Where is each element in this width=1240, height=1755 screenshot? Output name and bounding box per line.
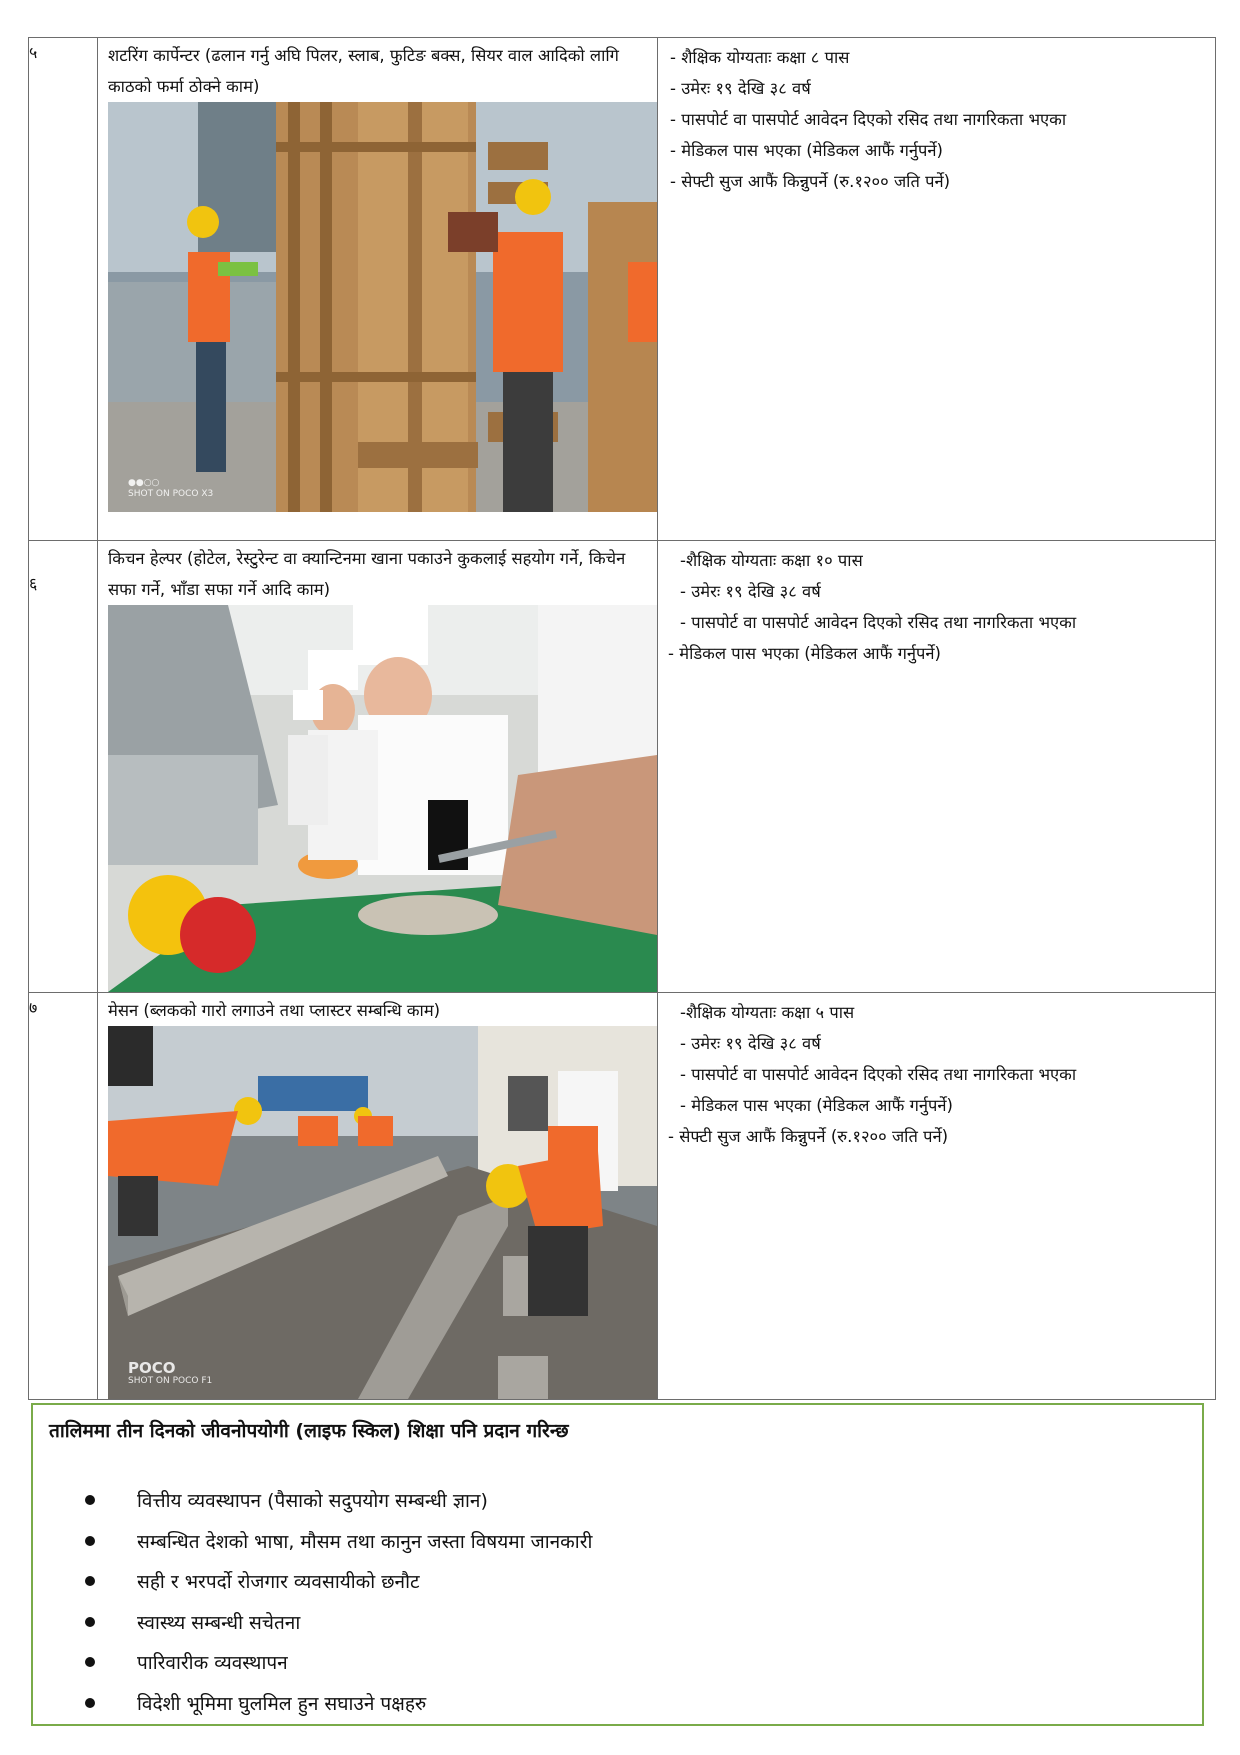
requirement-item: - सेफ्टी सुज आफैं किन्नुपर्ने (रु.१२०० जति पर्ने) xyxy=(670,172,951,191)
list-item: सही र भरपर्दो रोजगार व्यवसायीको छनौट xyxy=(85,1562,592,1603)
job-title: मेसन (ब्लकको गारो लगाउने तथा प्लास्टर सम्बन्धि काम) xyxy=(108,1001,441,1020)
requirement-item: - सेफ्टी सुज आफैं किन्नुपर्ने (रु.१२०० जति पर्ने) xyxy=(668,1127,949,1146)
bullet-icon xyxy=(85,1495,95,1505)
list-item: पारिवारीक व्यवस्थापन xyxy=(85,1643,592,1684)
requirement-item: - पासपोर्ट वा पासपोर्ट आवेदन दिएको रसिद तथा नागरिकता भएका xyxy=(680,1065,1077,1084)
life-skills-list xyxy=(85,1481,592,1725)
list-item: वित्तीय व्यवस्थापन (पैसाको सदुपयोग सम्बन्धी ज्ञान) xyxy=(85,1481,592,1522)
requirements-cell xyxy=(658,541,1216,993)
requirement-item: - उमेरः १९ देखि ३८ वर्ष xyxy=(680,582,821,601)
bullet-icon xyxy=(85,1617,95,1627)
requirement-item: - पासपोर्ट वा पासपोर्ट आवेदन दिएको रसिद तथा नागरिकता भएका xyxy=(680,613,1077,632)
requirement-item: -शैक्षिक योग्यताः कक्षा १० पास xyxy=(680,551,863,570)
requirement-item: -शैक्षिक योग्यताः कक्षा ५ पास xyxy=(680,1003,855,1022)
shuttering-carpenter-photo xyxy=(108,102,657,512)
life-skills-box xyxy=(31,1403,1204,1726)
requirement-item: - उमेरः १९ देखि ३८ वर्ष xyxy=(680,1034,821,1053)
row-number: ६ xyxy=(29,541,98,993)
life-skills-heading: तालिममा तीन दिनको जीवनोपयोगी (लाइफ स्किल) शिक्षा पनि प्रदान गरिन्छ xyxy=(49,1420,569,1442)
job-requirements-table xyxy=(28,37,1216,1400)
bullet-icon xyxy=(85,1657,95,1667)
requirement-item: - मेडिकल पास भएका (मेडिकल आफैं गर्नुपर्ने) xyxy=(680,1096,953,1115)
list-item: स्वास्थ्य सम्बन्धी सचेतना xyxy=(85,1603,592,1644)
bullet-icon xyxy=(85,1536,95,1546)
requirement-item: - मेडिकल पास भएका (मेडिकल आफैं गर्नुपर्ने) xyxy=(668,644,941,663)
list-item: सम्बन्धित देशको भाषा, मौसम तथा कानुन जस्ता विषयमा जानकारी xyxy=(85,1522,592,1563)
job-title: शटरिंग कार्पेन्टर (ढलान गर्नु अघि पिलर, स्लाब, फुटिङ बक्स, सियर वाल आदिको लागि काठको फर्मा ठोक्ने काम) xyxy=(108,46,619,96)
job-cell xyxy=(98,993,658,1400)
table-row xyxy=(29,38,1216,541)
requirements-list xyxy=(658,993,1215,1152)
row-number: ७ xyxy=(29,993,98,1400)
photo-watermark: POCO SHOT ON POCO F1 xyxy=(128,1359,213,1386)
job-title: किचन हेल्पर (होटेल, रेस्टुरेन्ट वा क्यान्टिनमा खाना पकाउने कुकलाई सहयोग गर्ने, किचेन सफा गर्ने, भाँडा सफा गर्ने आदि काम) xyxy=(108,549,626,599)
requirements-cell xyxy=(658,993,1216,1400)
kitchen-helper-photo xyxy=(108,605,657,992)
photo-watermark: ●●○○ SHOT ON POCO X3 xyxy=(128,478,214,499)
requirement-item: - शैक्षिक योग्यताः कक्षा ८ पास xyxy=(670,48,850,67)
mason-photo xyxy=(108,1026,657,1399)
requirement-item: - पासपोर्ट वा पासपोर्ट आवेदन दिएको रसिद तथा नागरिकता भएका xyxy=(670,110,1067,129)
list-item: विदेशी भूमिमा घुलमिल हुन सघाउने पक्षहरु xyxy=(85,1684,592,1725)
bullet-icon xyxy=(85,1698,95,1708)
requirements-list xyxy=(658,38,1215,197)
requirements-cell xyxy=(658,38,1216,541)
table-row xyxy=(29,541,1216,993)
job-cell xyxy=(98,38,658,541)
requirement-item: - मेडिकल पास भएका (मेडिकल आफैं गर्नुपर्ने) xyxy=(670,141,943,160)
table-row xyxy=(29,993,1216,1400)
row-number: ५ xyxy=(29,38,98,541)
bullet-icon xyxy=(85,1576,95,1586)
job-cell xyxy=(98,541,658,993)
requirements-list xyxy=(658,541,1215,669)
requirement-item: - उमेरः १९ देखि ३८ वर्ष xyxy=(670,79,811,98)
